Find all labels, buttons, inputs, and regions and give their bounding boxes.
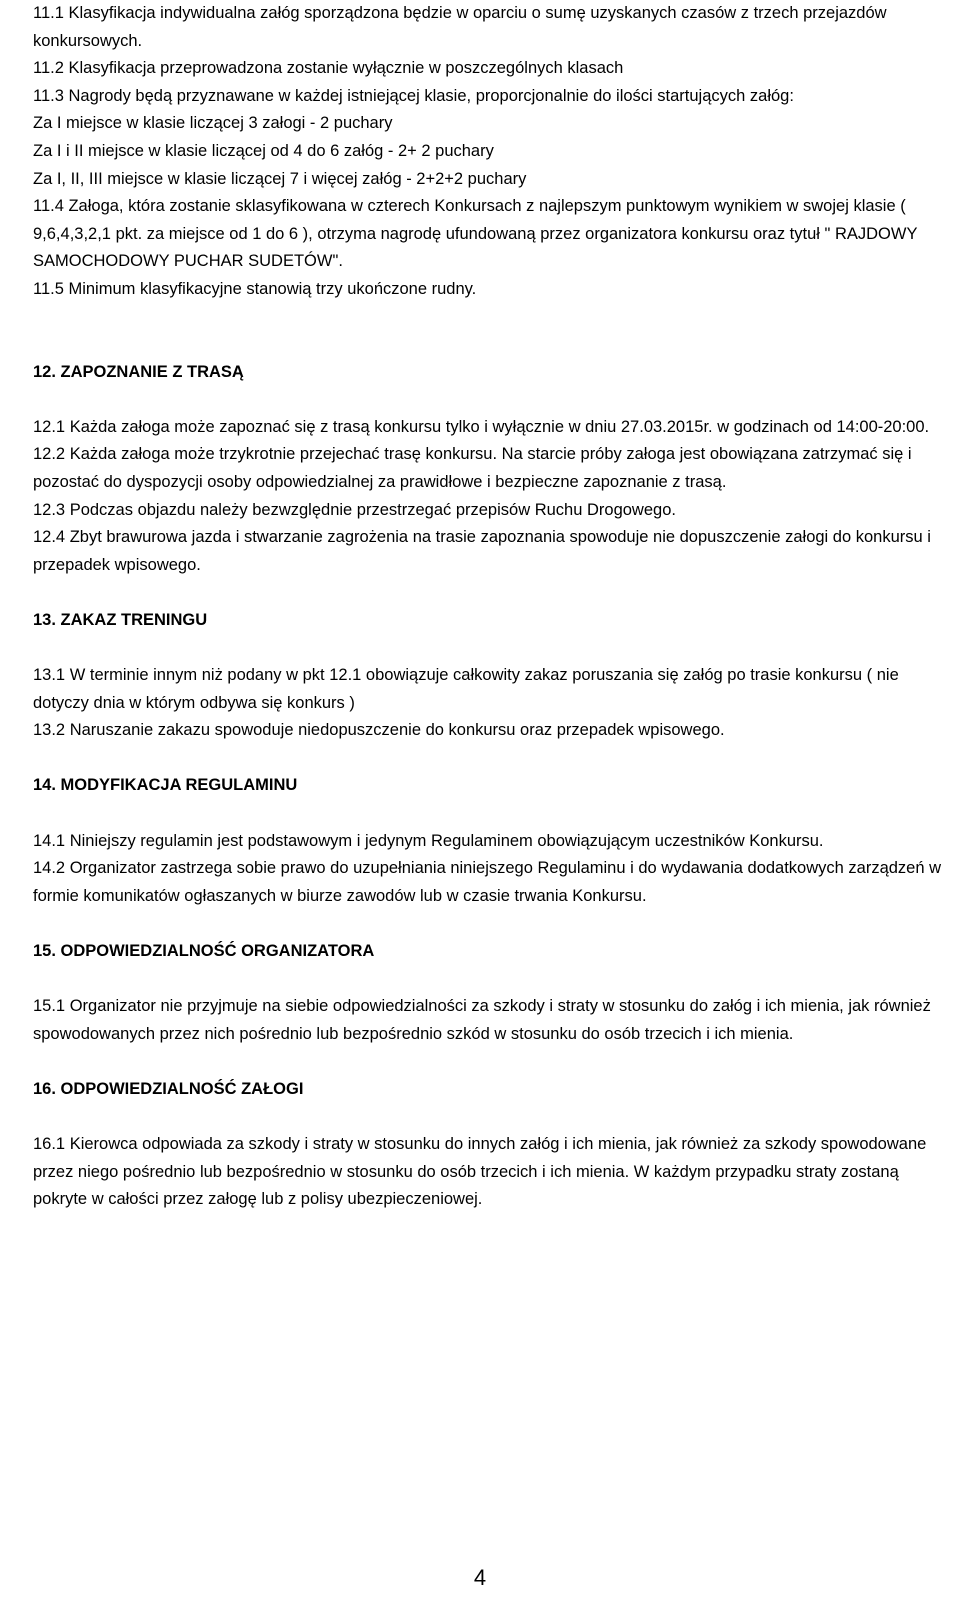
paragraph-12-4: 12.4 Zbyt brawurowa jazda i stwarzanie zagrożenia na trasie zapoznania spowoduje nie dopuszczenie załogi do konkursu i przepadek wpisowego. xyxy=(33,528,931,574)
section-13 xyxy=(33,607,943,745)
section-heading-15: 15. ODPOWIEDZIALNOŚĆ ORGANIZATORA xyxy=(33,942,375,960)
paragraph-15-1: 15.1 Organizator nie przyjmuje na siebie odpowiedzialności za szkody i straty w stosunku do załóg i ich mienia, jak również spowodowanych przez nich pośrednio lub bezpośrednio szkód w stosunku do osób trzecich i ich mienia. xyxy=(33,997,931,1043)
page-number: 4 xyxy=(473,1565,487,1590)
paragraph-12-3: 12.3 Podczas objazdu należy bezwzględnie przestrzegać przepisów Ruchu Drogowego. xyxy=(33,500,676,519)
paragraph-13-2: 13.2 Naruszanie zakazu spowoduje niedopuszczenie do konkursu oraz przepadek wpisowego. xyxy=(33,721,725,740)
spacer xyxy=(33,966,943,994)
section-heading-16: 16. ODPOWIEDZIALNOŚĆ ZAŁOGI xyxy=(33,1079,304,1098)
section-heading-14: 14. MODYFIKACJA REGULAMINU xyxy=(33,776,298,795)
paragraph-11-3: 11.3 Nagrody będą przyznawane w każdej istniejącej klasie, proporcjonalnie do ilości startujących załóg: xyxy=(33,86,794,105)
paragraph-11-3-a: Za I miejsce w klasie liczącej 3 załogi - 2 puchary xyxy=(33,114,393,133)
section-14 xyxy=(33,772,943,910)
paragraph-11-2: 11.2 Klasyfikacja przeprowadzona zostanie wyłącznie w poszczególnych klasach xyxy=(33,59,624,78)
spacer xyxy=(33,634,943,662)
spacer xyxy=(33,800,943,828)
paragraph-13-1: 13.1 W terminie innym niż podany w pkt 12.1 obowiązuje całkowity zakaz poruszania się załóg po trasie konkursu ( nie dotyczy dnia w którym odbywa się konkurs ) xyxy=(33,666,899,712)
section-heading-13: 13. ZAKAZ TRENINGU xyxy=(33,610,208,629)
paragraph-14-2: 14.2 Organizator zastrzega sobie prawo do uzupełniania niniejszego Regulaminu i do wydawania dodatkowych zarządzeń w formie komunikatów ogłaszanych w biurze zawodów lub w czasie trwania Konkursu. xyxy=(33,859,942,905)
spacer xyxy=(33,910,943,938)
paragraph-11-4: 11.4 Załoga, która zostanie sklasyfikowana w czterech Konkursach z najlepszym punktowym wynikiem w swojej klasie ( 9,6,4,3,2,1 pkt. za miejsce od 1 do 6 ), otrzyma nagrodę ufundowaną przez organizatora konkursu oraz tytuł " RAJDOWY SAMOCHODOWY PUCHAR SUDETÓW". xyxy=(33,197,918,271)
section-12 xyxy=(33,359,943,580)
spacer xyxy=(33,579,943,607)
spacer xyxy=(33,1104,943,1132)
spacer xyxy=(33,1048,943,1076)
paragraph-11-5: 11.5 Minimum klasyfikacyjne stanowią trzy ukończone rudny. xyxy=(33,279,477,298)
section-heading-12: 12. ZAPOZNANIE Z TRASĄ xyxy=(33,362,244,381)
section-15 xyxy=(33,938,943,1048)
paragraph-11-3-c: Za I, II, III miejsce w klasie liczącej 7 i więcej załóg - 2+2+2 puchary xyxy=(33,169,527,188)
paragraph-16-1: 16.1 Kierowca odpowiada za szkody i straty w stosunku do innych załóg i ich mienia, jak również za szkody spowodowane przez niego pośrednio lub bezpośrednio w stosunku do osób trzecich i ich mienia. W każdym przypadku straty zostaną pokryte w całości przez załogę lub z polisy ubezpieczeniowej. xyxy=(33,1135,927,1209)
document-page xyxy=(33,0,943,1214)
spacer xyxy=(33,745,943,773)
paragraph-14-1: 14.1 Niniejszy regulamin jest podstawowym i jedynym Regulaminem obowiązującym uczestników Konkursu. xyxy=(33,831,824,850)
paragraph-11-1: 11.1 Klasyfikacja indywidualna załóg sporządzona będzie w oparciu o sumę uzyskanych czasów z trzech przejazdów konkursowych. xyxy=(33,4,887,50)
section-11 xyxy=(33,0,943,304)
paragraph-12-2: 12.2 Każda załoga może trzykrotnie przejechać trasę konkursu. Na starcie próby załoga jest obowiązana zatrzymać się i pozostać do dyspozycji osoby odpowiedzialnej za prawidłowe i bezpieczne zapoznanie z trasą. xyxy=(33,445,912,491)
paragraph-12-1: 12.1 Każda załoga może zapoznać się z trasą konkursu tylko i wyłącznie w dniu 27.03.2015r. w godzinach od 14:00-20:00. xyxy=(33,417,930,436)
paragraph-11-3-b: Za I i II miejsce w klasie liczącej od 4 do 6 załóg - 2+ 2 puchary xyxy=(33,141,494,160)
spacer xyxy=(33,386,943,414)
spacer xyxy=(33,304,943,359)
section-16 xyxy=(33,1076,943,1214)
